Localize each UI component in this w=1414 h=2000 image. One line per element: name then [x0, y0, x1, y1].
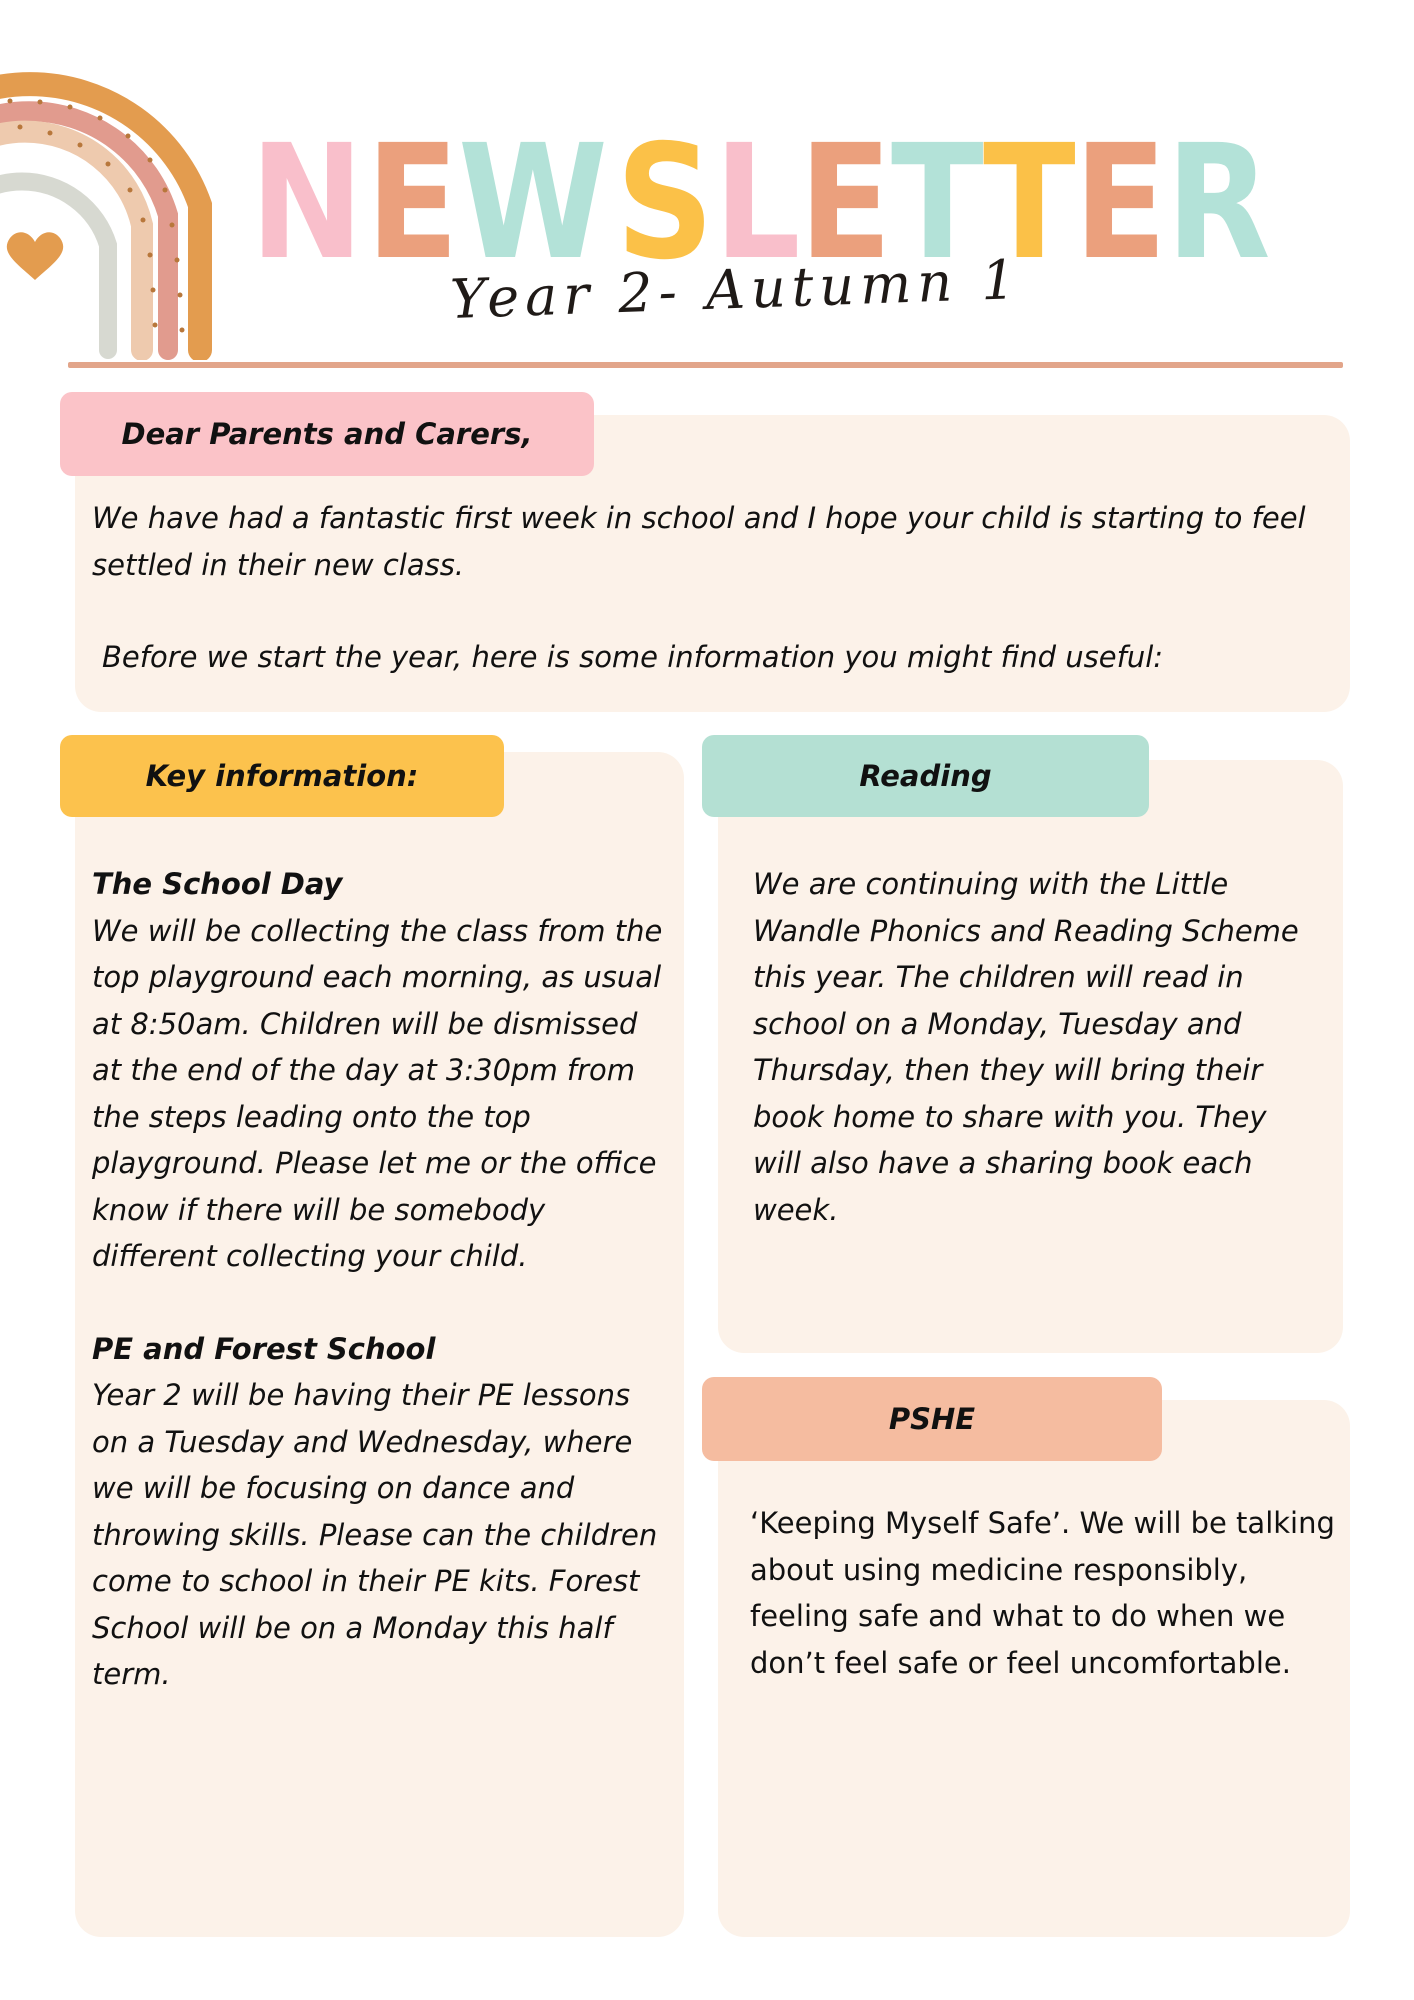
title-letter: T: [982, 111, 1078, 295]
section-title-school-day: The School Day: [92, 867, 343, 901]
key-information-body: [92, 861, 672, 1698]
rainbow-with-heart-icon: [0, 30, 230, 360]
key-information-heading: Key information:: [145, 759, 419, 793]
title-letter: T: [890, 111, 986, 295]
title-letter: R: [1166, 111, 1273, 295]
pshe-text: ‘Keeping Myself Safe’. We will be talking about using medicine responsibly, feeling safe and what to do when we don’t feel safe or feel uncomfortable.: [750, 1506, 1335, 1680]
title-letter: N: [250, 111, 366, 295]
section-text-school-day: We will be collecting the class from the top playground each morning, as usual at 8:50am. Children will be dismissed at the end of the day at 3:30pm from the steps leading onto the top playground. Please let me or the office know if there will be somebody different collecting your child.: [92, 913, 663, 1273]
reading-text: We are continuing with the Little Wandle Phonics and Reading Scheme this year. The children will read in school on a Monday, Tuesday and Thursday, then they will bring their book home to share with you. They will also have a sharing book each week.: [753, 867, 1299, 1227]
reading-body: [753, 861, 1323, 1233]
greeting-heading: Dear Parents and Carers,: [121, 417, 533, 451]
greeting-header: [60, 392, 594, 476]
title-letter: E: [366, 111, 461, 295]
newsletter-subtitle: Year 2- Autumn 1: [449, 248, 1023, 331]
key-information-header: [60, 735, 504, 817]
title-letter: S: [616, 111, 717, 295]
pshe-heading: PSHE: [888, 1402, 976, 1436]
section-text-pe-forest-school: Year 2 will be having their PE lessons on a Tuesday and Wednesday, where we will be focusing on dance and throwing skills. Please can the children come to school in their PE kits. Forest School will be on a Monday this half term.: [92, 1378, 658, 1691]
greeting-paragraph: Before we start the year, here is some information you might find useful:: [102, 640, 1164, 674]
title-letter: E: [1074, 111, 1169, 295]
pshe-header: [702, 1377, 1162, 1461]
reading-header: [702, 735, 1149, 817]
title-letter: L: [714, 111, 803, 295]
section-title-pe-forest-school: PE and Forest School: [92, 1331, 436, 1366]
pshe-body: [750, 1500, 1340, 1686]
greeting-body: [92, 495, 1332, 681]
title-letter: E: [798, 111, 894, 295]
title-letter: W: [458, 111, 610, 295]
greeting-paragraph: We have had a fantastic first week in school and I hope your child is starting to feel settled in their new class.: [92, 501, 1306, 582]
header-divider: [68, 362, 1343, 368]
reading-heading: Reading: [859, 759, 992, 793]
